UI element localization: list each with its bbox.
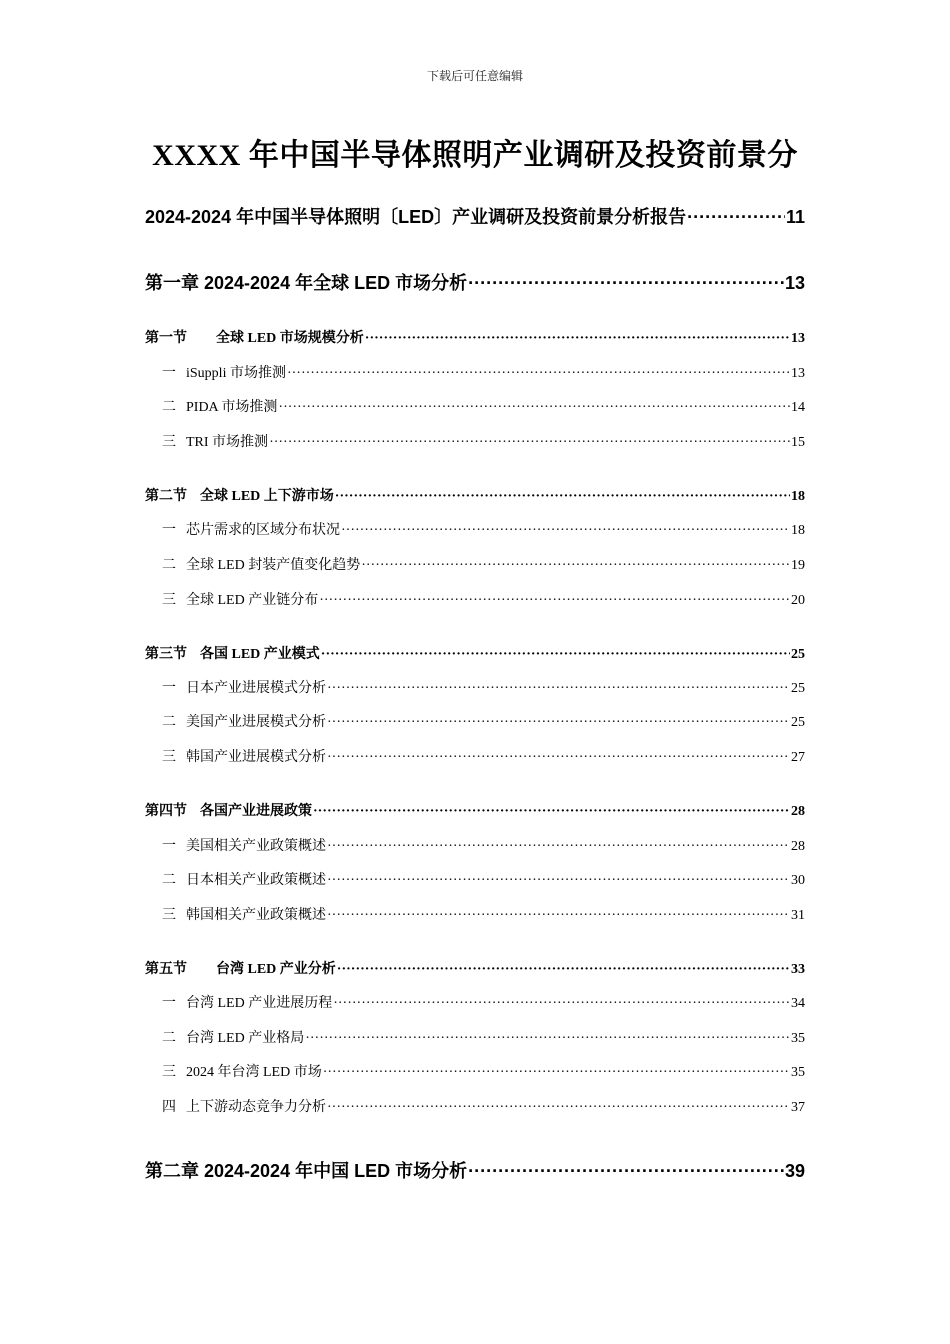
item-number: 一 bbox=[162, 681, 176, 696]
toc-entry-2-2[interactable] bbox=[145, 554, 805, 574]
dot-leader bbox=[361, 558, 790, 574]
toc-entry-1-3[interactable] bbox=[145, 431, 805, 451]
dot-leader bbox=[323, 1065, 790, 1081]
dot-leader bbox=[313, 804, 790, 820]
toc-entry-section-3[interactable] bbox=[145, 643, 805, 663]
dot-leader bbox=[333, 996, 790, 1012]
toc-entry-1-2[interactable] bbox=[145, 396, 805, 416]
toc-page-number: 34 bbox=[791, 996, 805, 1011]
document-title: XXXX 年中国半导体照明产业调研及投资前景分 bbox=[152, 139, 798, 172]
section-number: 第五节 bbox=[145, 962, 187, 977]
toc-page-number: 37 bbox=[791, 1100, 805, 1115]
dot-leader bbox=[468, 1161, 784, 1182]
dot-leader bbox=[327, 1100, 790, 1116]
dot-leader bbox=[327, 715, 790, 731]
toc-page-number: 28 bbox=[791, 839, 805, 854]
toc-entry-5-4[interactable] bbox=[145, 1096, 805, 1116]
toc-page-number: 27 bbox=[791, 750, 805, 765]
toc-entry-text: 2024-2024 年中国半导体照明〔LED〕产业调研及投资前景分析报告 bbox=[145, 207, 687, 227]
toc-page-number: 18 bbox=[791, 523, 805, 538]
toc-entry-text: 全球 LED 上下游市场 bbox=[200, 489, 334, 504]
dot-leader bbox=[269, 435, 790, 451]
dot-leader bbox=[319, 593, 790, 609]
toc-entry-5-1[interactable] bbox=[145, 992, 805, 1012]
toc-entry-text: 韩国相关产业政策概述 bbox=[186, 908, 326, 923]
dot-leader bbox=[327, 908, 790, 924]
item-number: 一 bbox=[162, 523, 176, 538]
toc-page-number: 14 bbox=[791, 400, 805, 415]
dot-leader bbox=[327, 839, 790, 855]
toc-entry-text: 日本产业进展模式分析 bbox=[186, 681, 326, 696]
item-number: 二 bbox=[162, 1031, 176, 1046]
toc-entry-4-2[interactable] bbox=[145, 869, 805, 889]
toc-entry-report[interactable] bbox=[145, 203, 805, 229]
toc-entry-text: 2024 年台湾 LED 市场 bbox=[186, 1065, 322, 1080]
toc-entry-chapter-1[interactable] bbox=[145, 269, 805, 295]
item-number: 二 bbox=[162, 873, 176, 888]
dot-leader bbox=[341, 523, 790, 539]
toc-entry-text: 第一章 2024-2024 年全球 LED 市场分析 bbox=[145, 273, 468, 293]
section-number: 第一节 bbox=[145, 331, 187, 346]
toc-entry-text: 全球 LED 市场规模分析 bbox=[216, 331, 364, 346]
toc-page-number: 13 bbox=[791, 366, 805, 381]
toc-entry-4-3[interactable] bbox=[145, 904, 805, 924]
item-number: 三 bbox=[162, 593, 176, 608]
toc-entry-text: 韩国产业进展模式分析 bbox=[186, 750, 326, 765]
toc-entry-5-2[interactable] bbox=[145, 1027, 805, 1047]
toc-entry-5-3[interactable] bbox=[145, 1061, 805, 1081]
toc-page-number: 25 bbox=[791, 715, 805, 730]
section-number: 第三节 bbox=[145, 647, 187, 662]
dot-leader bbox=[287, 366, 790, 382]
toc-entry-text: 全球 LED 封装产值变化趋势 bbox=[186, 558, 361, 573]
section-number: 第四节 bbox=[145, 804, 187, 819]
toc-entry-3-2[interactable] bbox=[145, 711, 805, 731]
toc-page-number: 15 bbox=[791, 435, 805, 450]
dot-leader bbox=[327, 750, 790, 766]
dot-leader bbox=[468, 273, 784, 294]
toc-entry-section-1[interactable] bbox=[145, 327, 805, 347]
toc-page-number: 20 bbox=[791, 593, 805, 608]
toc-entry-text: 台湾 LED 产业进展历程 bbox=[186, 996, 333, 1011]
toc-entry-text: 上下游动态竞争力分析 bbox=[186, 1100, 326, 1115]
toc-entry-2-3[interactable] bbox=[145, 589, 805, 609]
dot-leader bbox=[327, 873, 790, 889]
item-number: 一 bbox=[162, 839, 176, 854]
toc-page-number: 31 bbox=[791, 908, 805, 923]
toc-page-number: 19 bbox=[791, 558, 805, 573]
toc-page-number: 35 bbox=[791, 1065, 805, 1080]
header-note: 下载后可任意编辑 bbox=[426, 69, 523, 83]
toc-entry-1-1[interactable] bbox=[145, 362, 805, 382]
toc-page-number: 11 bbox=[785, 207, 805, 227]
toc-entry-text: 美国相关产业政策概述 bbox=[186, 839, 326, 854]
item-number: 二 bbox=[162, 715, 176, 730]
toc-entry-text: PIDA 市场推测 bbox=[186, 400, 278, 415]
toc-entry-section-5[interactable] bbox=[145, 958, 805, 978]
dot-leader bbox=[687, 207, 785, 228]
dot-leader bbox=[365, 331, 790, 347]
item-number: 四 bbox=[162, 1100, 176, 1115]
toc-entry-chapter-2[interactable] bbox=[145, 1157, 805, 1183]
toc-page-number: 33 bbox=[791, 962, 805, 977]
toc-page-number: 35 bbox=[791, 1031, 805, 1046]
item-number: 三 bbox=[162, 435, 176, 450]
toc-page-number: 25 bbox=[791, 647, 805, 662]
toc-page-number: 18 bbox=[791, 489, 805, 504]
toc-entry-3-3[interactable] bbox=[145, 746, 805, 766]
toc-entry-text: 全球 LED 产业链分布 bbox=[186, 593, 319, 608]
toc-entry-text: 各国 LED 产业模式 bbox=[200, 647, 320, 662]
dot-leader bbox=[321, 647, 790, 663]
dot-leader bbox=[335, 489, 790, 505]
dot-leader bbox=[327, 681, 790, 697]
dot-leader bbox=[278, 400, 790, 416]
toc-entry-text: 美国产业进展模式分析 bbox=[186, 715, 326, 730]
toc-page-number: 13 bbox=[784, 273, 805, 293]
dot-leader bbox=[305, 1031, 790, 1047]
toc-entry-4-1[interactable] bbox=[145, 835, 805, 855]
item-number: 一 bbox=[162, 996, 176, 1011]
toc-entry-2-1[interactable] bbox=[145, 519, 805, 539]
item-number: 二 bbox=[162, 400, 176, 415]
item-number: 一 bbox=[162, 366, 176, 381]
toc-entry-section-2[interactable] bbox=[145, 485, 805, 505]
toc-entry-text: 台湾 LED 产业分析 bbox=[216, 962, 336, 977]
item-number: 三 bbox=[162, 750, 176, 765]
toc-entry-text: 芯片需求的区域分布状况 bbox=[186, 523, 340, 538]
toc-entry-text: 日本相关产业政策概述 bbox=[186, 873, 326, 888]
toc-entry-text: 各国产业进展政策 bbox=[200, 804, 312, 819]
toc-page-number: 28 bbox=[791, 804, 805, 819]
toc-entry-text: 第二章 2024-2024 年中国 LED 市场分析 bbox=[145, 1161, 468, 1181]
toc-entry-section-4[interactable] bbox=[145, 800, 805, 820]
toc-entry-3-1[interactable] bbox=[145, 677, 805, 697]
toc-page-number: 39 bbox=[784, 1161, 805, 1181]
toc-page-number: 30 bbox=[791, 873, 805, 888]
toc-entry-text: TRI 市场推测 bbox=[186, 435, 269, 450]
toc-page-number: 13 bbox=[791, 331, 805, 346]
section-number: 第二节 bbox=[145, 489, 187, 504]
toc-page-number: 25 bbox=[791, 681, 805, 696]
item-number: 三 bbox=[162, 1065, 176, 1080]
item-number: 三 bbox=[162, 908, 176, 923]
item-number: 二 bbox=[162, 558, 176, 573]
toc-entry-text: iSuppli 市场推测 bbox=[186, 366, 286, 381]
toc-entry-text: 台湾 LED 产业格局 bbox=[186, 1031, 305, 1046]
dot-leader bbox=[337, 962, 790, 978]
